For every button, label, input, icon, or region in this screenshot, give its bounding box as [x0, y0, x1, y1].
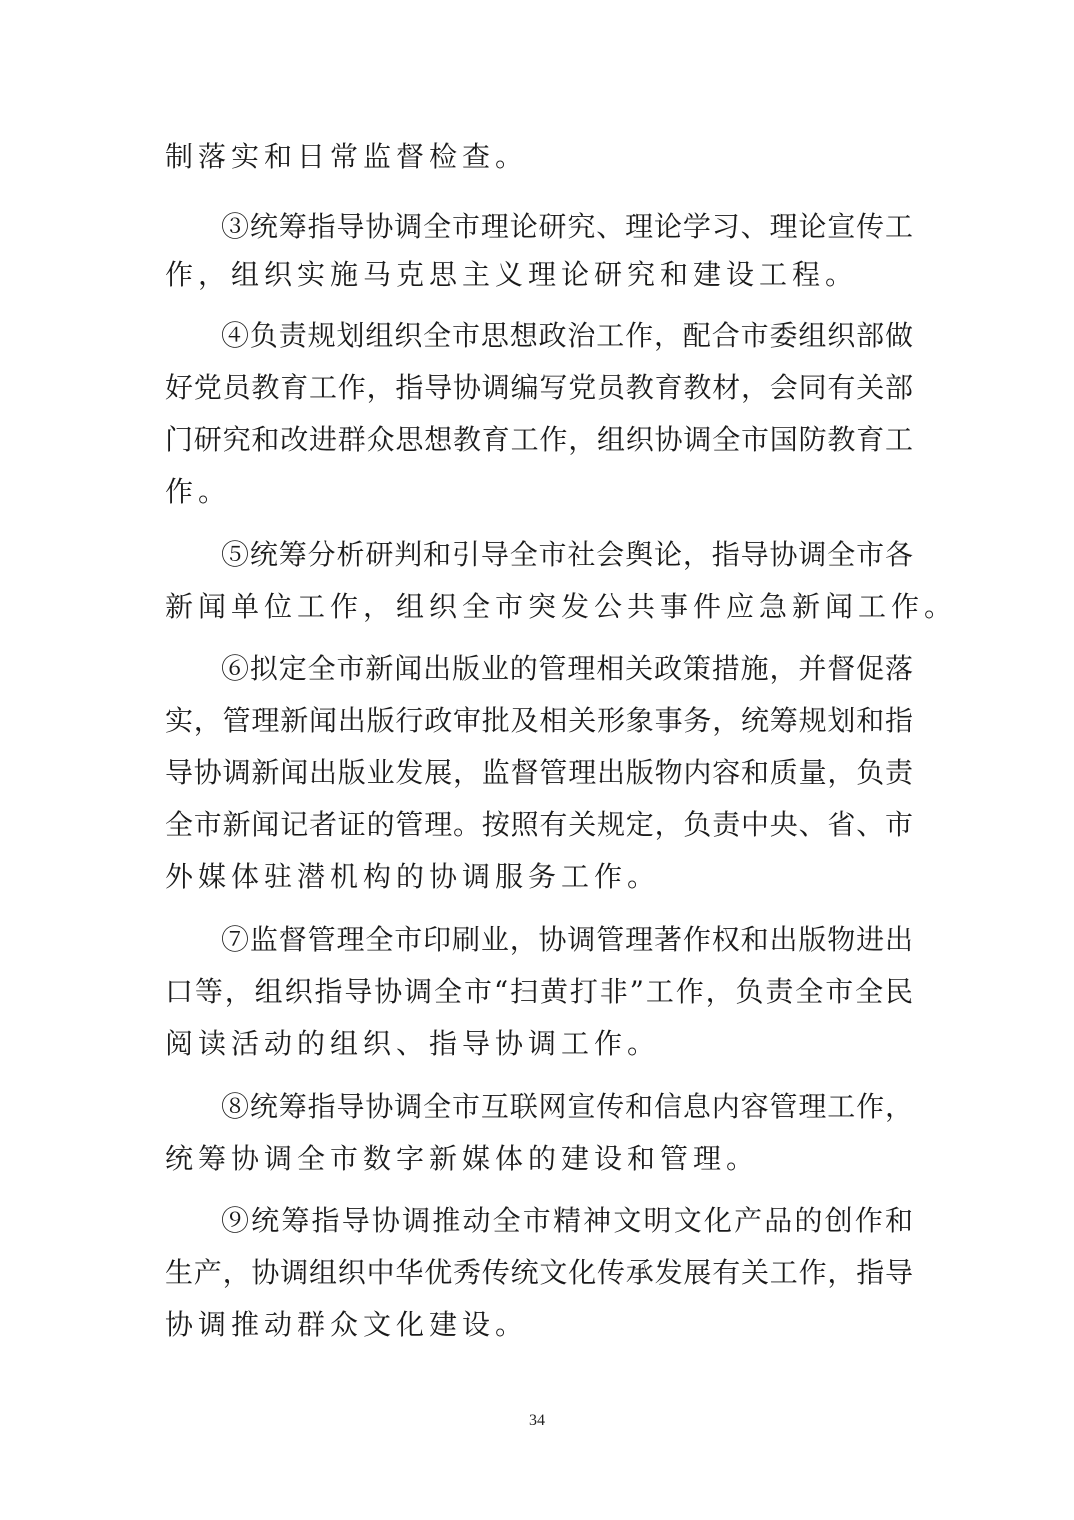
text-line-9: 新闻单位工作，组织全市突发公共事件应急新闻工作。 — [165, 590, 958, 623]
text-line-19: 统筹协调全市数字新媒体的建设和管理。 — [165, 1142, 760, 1175]
text-line-12: 导协调新闻出版业发展，监督管理出版物内容和质量，负责 — [165, 756, 913, 789]
text-line-16: 口等，组织指导协调全市“扫黄打非”工作，负责全市全民 — [165, 975, 913, 1008]
text-line-7: 作。 — [165, 475, 232, 508]
text-line-22: 协调推动群众文化建设。 — [165, 1308, 529, 1341]
text-line-18: ⑧统筹指导协调全市互联网宣传和信息内容管理工作， — [221, 1090, 913, 1123]
text-line-1: 制落实和日常监督检查。 — [165, 140, 529, 173]
text-line-10: ⑥拟定全市新闻出版业的管理相关政策措施，并督促落 — [221, 652, 913, 685]
text-line-20: ⑨统筹指导协调推动全市精神文明文化产品的创作和 — [221, 1204, 913, 1237]
text-line-5: 好党员教育工作，指导协调编写党员教育教材，会同有关部 — [165, 371, 913, 404]
text-line-11: 实，管理新闻出版行政审批及相关形象事务，统筹规划和指 — [165, 704, 913, 737]
text-line-3: 作，组织实施马克思主义理论研究和建设工程。 — [165, 258, 859, 291]
text-line-8: ⑤统筹分析研判和引导全市社会舆论，指导协调全市各 — [221, 538, 913, 571]
page-number: 34 — [529, 1412, 545, 1429]
text-line-14: 外媒体驻潜机构的协调服务工作。 — [165, 860, 661, 893]
text-line-17: 阅读活动的组织、指导协调工作。 — [165, 1027, 661, 1060]
text-line-2: ③统筹指导协调全市理论研究、理论学习、理论宣传工 — [221, 210, 913, 243]
text-line-13: 全市新闻记者证的管理。按照有关规定，负责中央、省、市 — [165, 808, 913, 841]
text-line-15: ⑦监督管理全市印刷业，协调管理著作权和出版物进出 — [221, 923, 913, 956]
text-line-6: 门研究和改进群众思想教育工作，组织协调全市国防教育工 — [165, 423, 913, 456]
text-line-4: ④负责规划组织全市思想政治工作，配合市委组织部做 — [221, 319, 913, 352]
text-line-21: 生产，协调组织中华优秀传统文化传承发展有关工作，指导 — [165, 1256, 913, 1289]
